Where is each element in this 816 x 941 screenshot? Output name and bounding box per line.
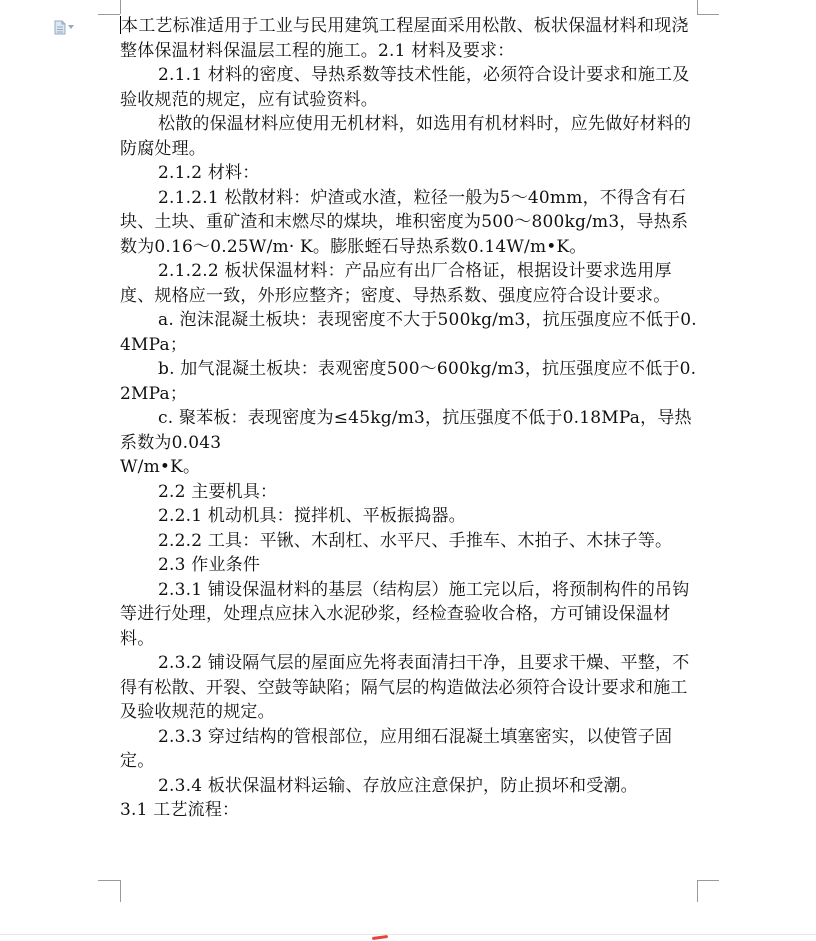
paragraph-text: c. 聚苯板：表现密度为≤45kg/m3，抗压强度不低于0.18MPa，导热系数为0.043 <box>120 408 692 453</box>
paragraph-text: 2.1.1 材料的密度、导热系数等技术性能，必须符合设计要求和施工及验收规范的规定，应有试验资料。 <box>120 65 690 110</box>
paragraph <box>120 504 700 529</box>
paragraph <box>120 651 700 725</box>
paragraph <box>120 259 700 308</box>
paragraph-text: a. 泡沫混凝土板块：表现密度不大于500kg/m3，抗压强度应不低于0.4MPa； <box>120 310 697 355</box>
paragraph-text: 2.2.1 机动机具：搅拌机、平板振捣器。 <box>158 506 466 526</box>
crop-mark-bottom-left-h <box>98 880 120 881</box>
document-options-button[interactable] <box>54 19 82 35</box>
crop-mark-top-right-h <box>697 14 719 15</box>
paragraph <box>120 308 700 357</box>
crop-mark-bottom-right-v <box>697 880 698 902</box>
paragraph-text: 2.3 作业条件 <box>158 555 261 575</box>
paragraph <box>120 14 700 63</box>
accent-mark <box>372 935 388 940</box>
crop-mark-bottom-right-h <box>697 880 719 881</box>
paragraph-text: 2.1.2.2 板状保温材料：产品应有出厂合格证，根据设计要求选用厚度、规格应一致，外形应整齐；密度、导热系数、强度应符合设计要求。 <box>120 261 672 306</box>
paragraph <box>120 63 700 112</box>
page-bottom-divider <box>0 934 816 935</box>
paragraph-text: 2.2.2 工具：平锹、木刮杠、水平尺、手推车、木拍子、木抹子等。 <box>158 530 673 551</box>
paragraph-text: 2.3.1 铺设保温材料的基层（结构层）施工完以后，将预制构件的吊钩等进行处理，处理点应抹入水泥砂浆，经检查验收合格，方可铺设保温材料。 <box>120 579 690 649</box>
paragraph <box>120 578 700 652</box>
paragraph <box>120 774 700 799</box>
paragraph <box>120 186 700 260</box>
paragraph <box>120 406 700 455</box>
paragraph <box>120 553 700 578</box>
crop-mark-bottom-left-v <box>120 880 121 902</box>
paragraph <box>120 112 700 161</box>
crop-mark-top-left-v <box>120 0 121 14</box>
paragraph-text: 2.3.3 穿过结构的管根部位，应用细石混凝土填塞密实，以使管子固定。 <box>120 726 673 771</box>
chevron-down-icon <box>68 25 74 29</box>
paragraph <box>120 480 700 505</box>
paragraph <box>120 455 700 480</box>
paragraph <box>120 529 700 554</box>
paragraph-text: 2.3.4 板状保温材料运输、存放应注意保护，防止损坏和受潮。 <box>158 775 638 796</box>
paragraph-text: 3.1 工艺流程： <box>120 800 240 820</box>
paragraph-text: b. 加气混凝土板块：表观密度500～600kg/m3，抗压强度应不低于0.2MPa； <box>120 359 697 404</box>
paragraph <box>120 161 700 186</box>
paragraph-text: 2.1.2 材料： <box>158 163 260 183</box>
paragraph-text: 松散的保温材料应使用无机材料，如选用有机材料时，应先做好材料的防腐处理。 <box>120 114 692 159</box>
document-body[interactable] <box>120 14 700 823</box>
crop-mark-top-right-v <box>697 0 698 14</box>
paragraph <box>120 725 700 774</box>
paragraph-text: 2.2 主要机具： <box>158 481 278 502</box>
paragraph-text: 2.3.2 铺设隔气层的屋面应先将表面清扫干净，且要求干燥、平整，不得有松散、开裂、空鼓等缺陷；隔气层的构造做法必须符合设计要求和施工及验收规范的规定。 <box>120 653 690 722</box>
paragraph-text: 本工艺标准适用于工业与民用建筑工程屋面采用松散、板状保温材料和现浇整体保温材料保温层工程的施工。2.1 材料及要求： <box>120 16 689 61</box>
crop-mark-top-left-h <box>98 14 120 15</box>
paragraph <box>120 798 700 823</box>
paragraph <box>120 357 700 406</box>
paragraph-text: W/m•K。 <box>120 457 201 477</box>
document-icon <box>54 20 66 35</box>
paragraph-text: 2.1.2.1 松散材料：炉渣或水渣，粒径一般为5～40mm，不得含有石块、土块、重矿渣和末燃尽的煤块，堆积密度为500～800kg/m3，导热系数为0.16～0.25W/m· K。膨胀蛭石导热系数0.14W/m•K。 <box>120 187 689 257</box>
